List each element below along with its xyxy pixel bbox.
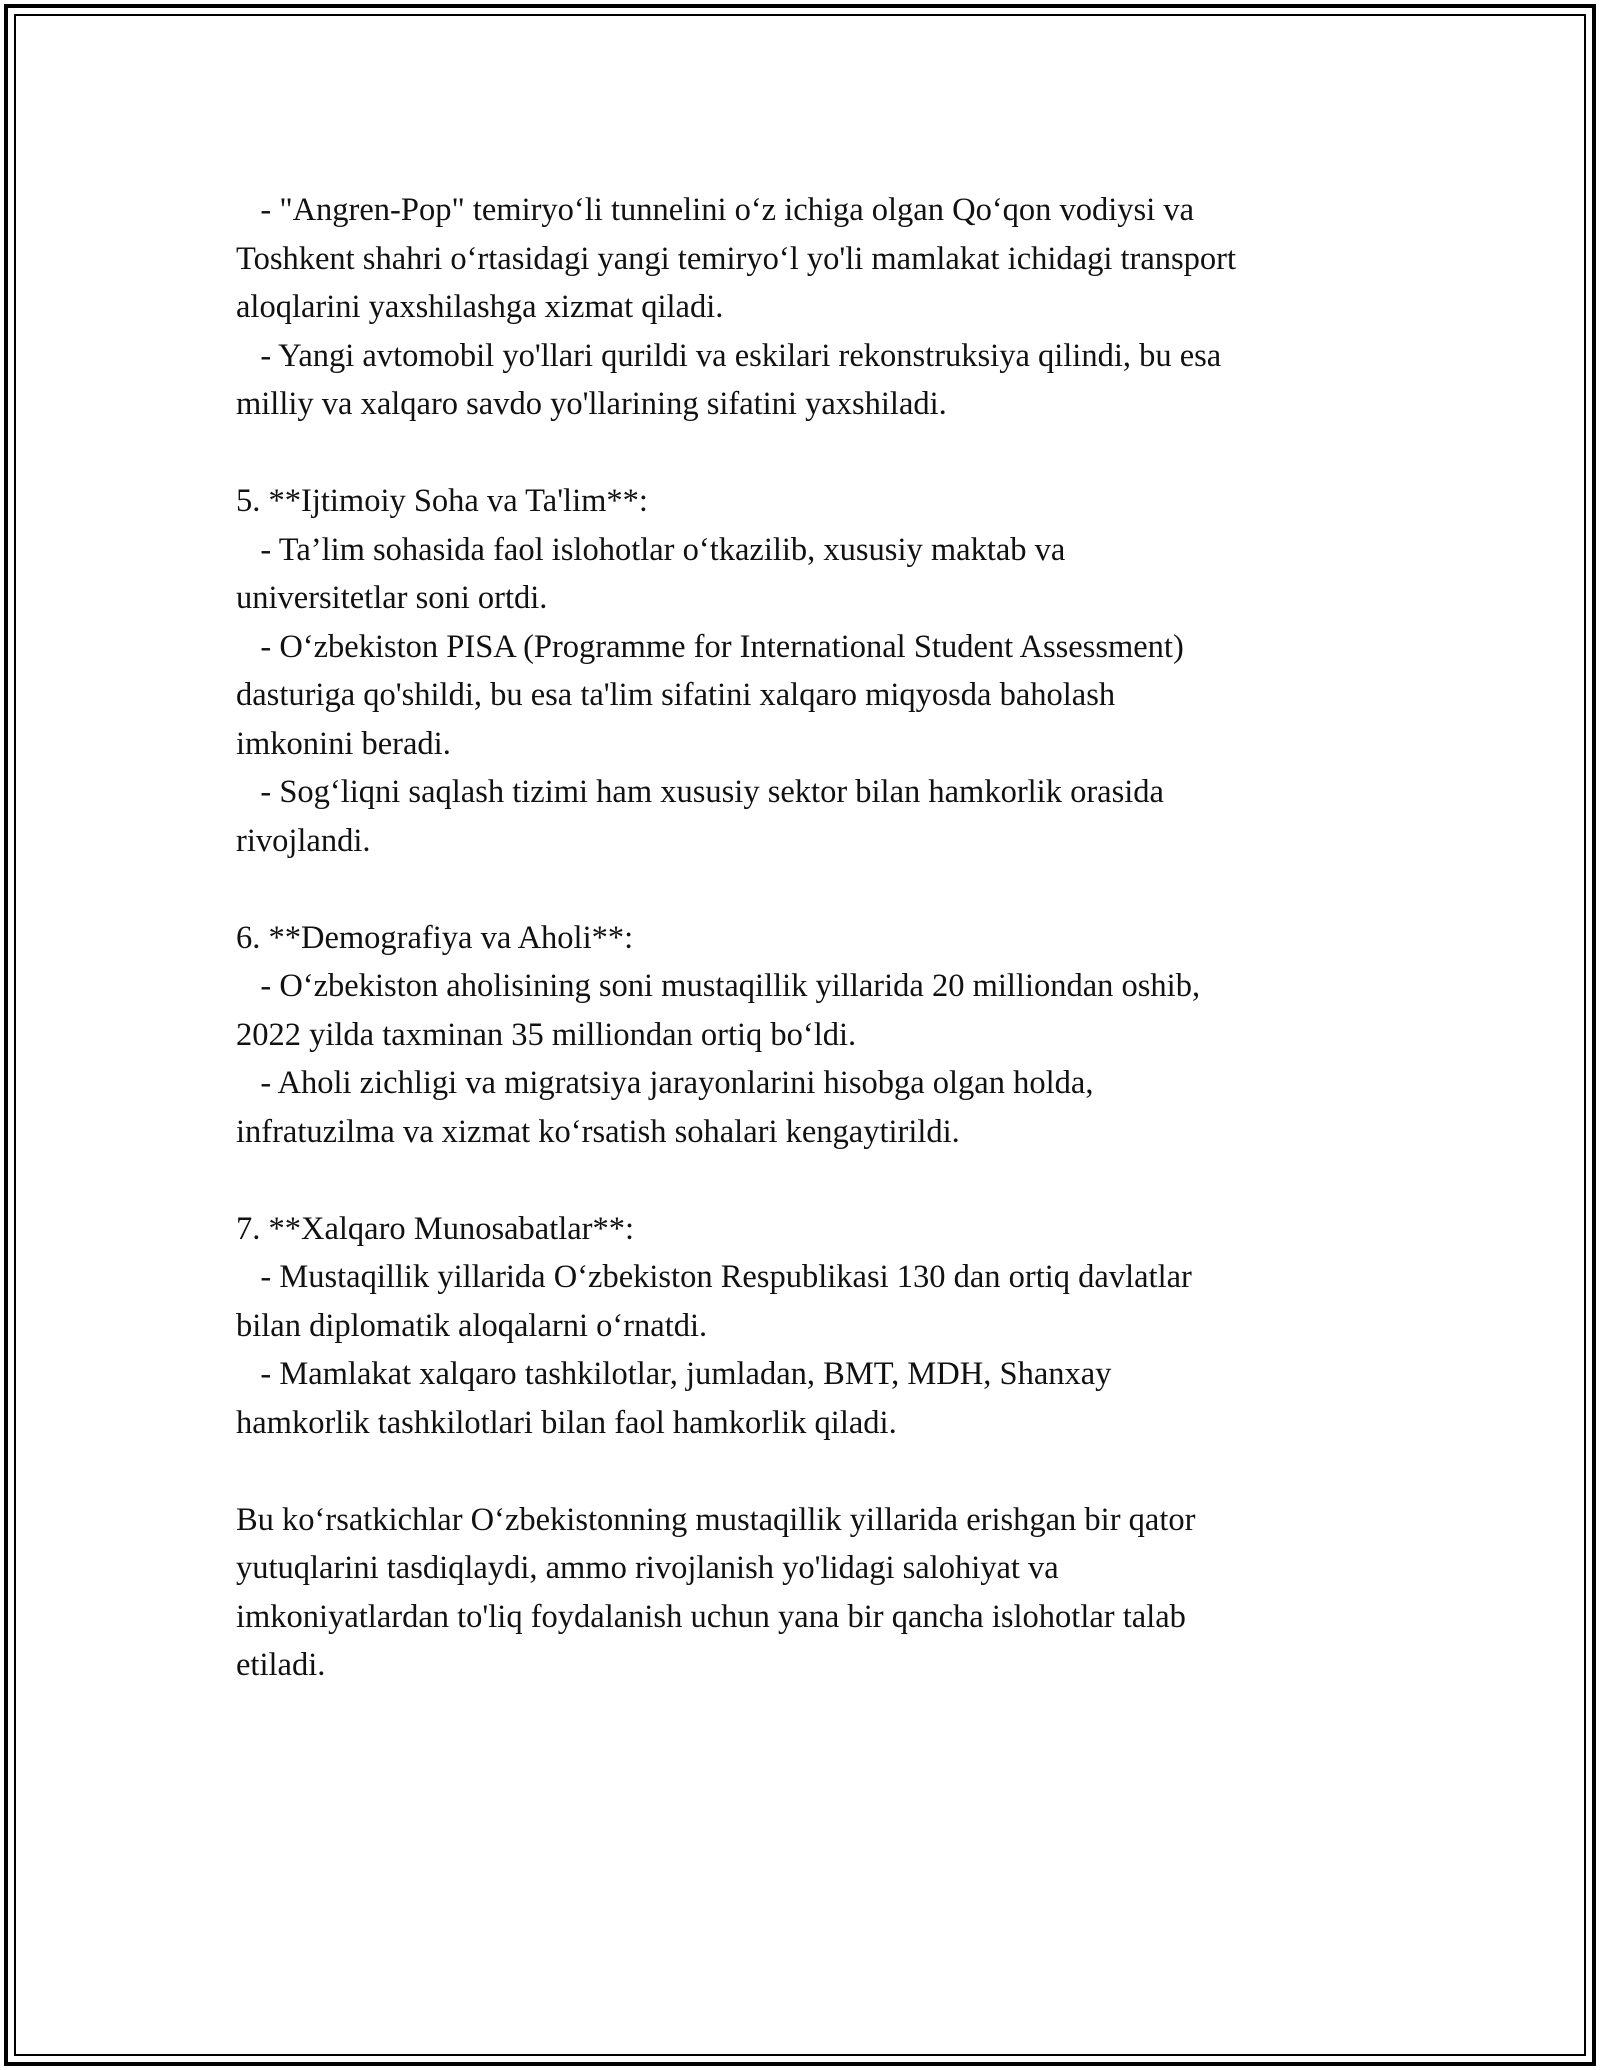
text-line: - O‘zbekiston aholisining soni mustaqillik yillarida 20 milliondan oshib, — [236, 968, 1201, 1004]
text-line: - O‘zbekiston PISA (Programme for International Student Assessment) — [236, 628, 1184, 665]
text-line: imkoniyatlardan to'liq foydalanish uchun yana bir qancha islohotlar talab — [236, 1598, 1186, 1635]
section-6-demography — [236, 914, 1400, 1157]
conclusion-paragraph — [236, 1496, 1400, 1690]
text-line: yutuqlarini tasdiqlaydi, ammo rivojlanish yo'lidagi salohiyat va — [236, 1550, 1059, 1586]
paragraph-gap — [236, 865, 1400, 914]
text-line: - Sog‘liqni saqlash tizimi ham xususiy sektor bilan hamkorlik orasida — [236, 774, 1164, 810]
text-line: 2022 yilda taxminan 35 milliondan ortiq bo‘ldi. — [236, 1016, 857, 1053]
section-5-social-education — [236, 477, 1400, 865]
text-line: - Yangi avtomobil yo'llari qurildi va eskilari rekonstruksiya qilindi, bu esa — [236, 337, 1222, 374]
text-line: infratuzilma va xizmat ko‘rsatish sohalari kengaytirildi. — [236, 1113, 960, 1150]
text-line: etiladi. — [236, 1647, 326, 1683]
text-line: aloqlarini yaxshilashga xizmat qiladi. — [236, 289, 724, 325]
transport-section — [236, 186, 1400, 429]
section-7-international-relations — [236, 1205, 1400, 1448]
paragraph-gap — [236, 1447, 1400, 1496]
section-heading: 5. **Ijtimoiy Soha va Ta'lim**: — [236, 483, 648, 519]
paragraph-gap — [236, 429, 1400, 478]
text-line: dasturiga qo'shildi, bu esa ta'lim sifatini xalqaro miqyosda baholash — [236, 677, 1116, 713]
text-line: universitetlar soni ortdi. — [236, 580, 548, 616]
text-line: - Mamlakat xalqaro tashkilotlar, jumladan, BMT, MDH, Shanxay — [236, 1356, 1112, 1392]
section-heading: 6. **Demografiya va Aholi**: — [236, 919, 634, 956]
text-line: imkonini beradi. — [236, 725, 451, 762]
text-line: rivojlandi. — [236, 822, 371, 859]
text-line: - Mustaqillik yillarida O‘zbekiston Respublikasi 130 dan ortiq davlatlar — [236, 1259, 1192, 1295]
text-line: hamkorlik tashkilotlari bilan faol hamkorlik qiladi. — [236, 1404, 897, 1441]
text-line: milliy va xalqaro savdo yo'llarining sifatini yaxshiladi. — [236, 386, 947, 422]
text-line: Bu ko‘rsatkichlar O‘zbekistonning mustaqillik yillarida erishgan bir qator — [236, 1501, 1196, 1538]
text-line: bilan diplomatik aloqalarni o‘rnatdi. — [236, 1307, 708, 1344]
text-line: - "Angren-Pop" temiryo‘li tunnelini o‘z ichiga olgan Qo‘qon vodiysi va — [236, 192, 1195, 228]
text-line: - Aholi zichligi va migratsiya jarayonlarini hisobga olgan holda, — [236, 1065, 1094, 1101]
section-heading: 7. **Xalqaro Munosabatlar**: — [236, 1210, 635, 1247]
text-line: Toshkent shahri o‘rtasidagi yangi temiryo‘l yo'li mamlakat ichidagi transport — [236, 240, 1237, 277]
paragraph-gap — [236, 1156, 1400, 1205]
document-body — [236, 186, 1400, 1690]
text-line: - Ta’lim sohasida faol islohotlar o‘tkazilib, xususiy maktab va — [236, 531, 1066, 568]
